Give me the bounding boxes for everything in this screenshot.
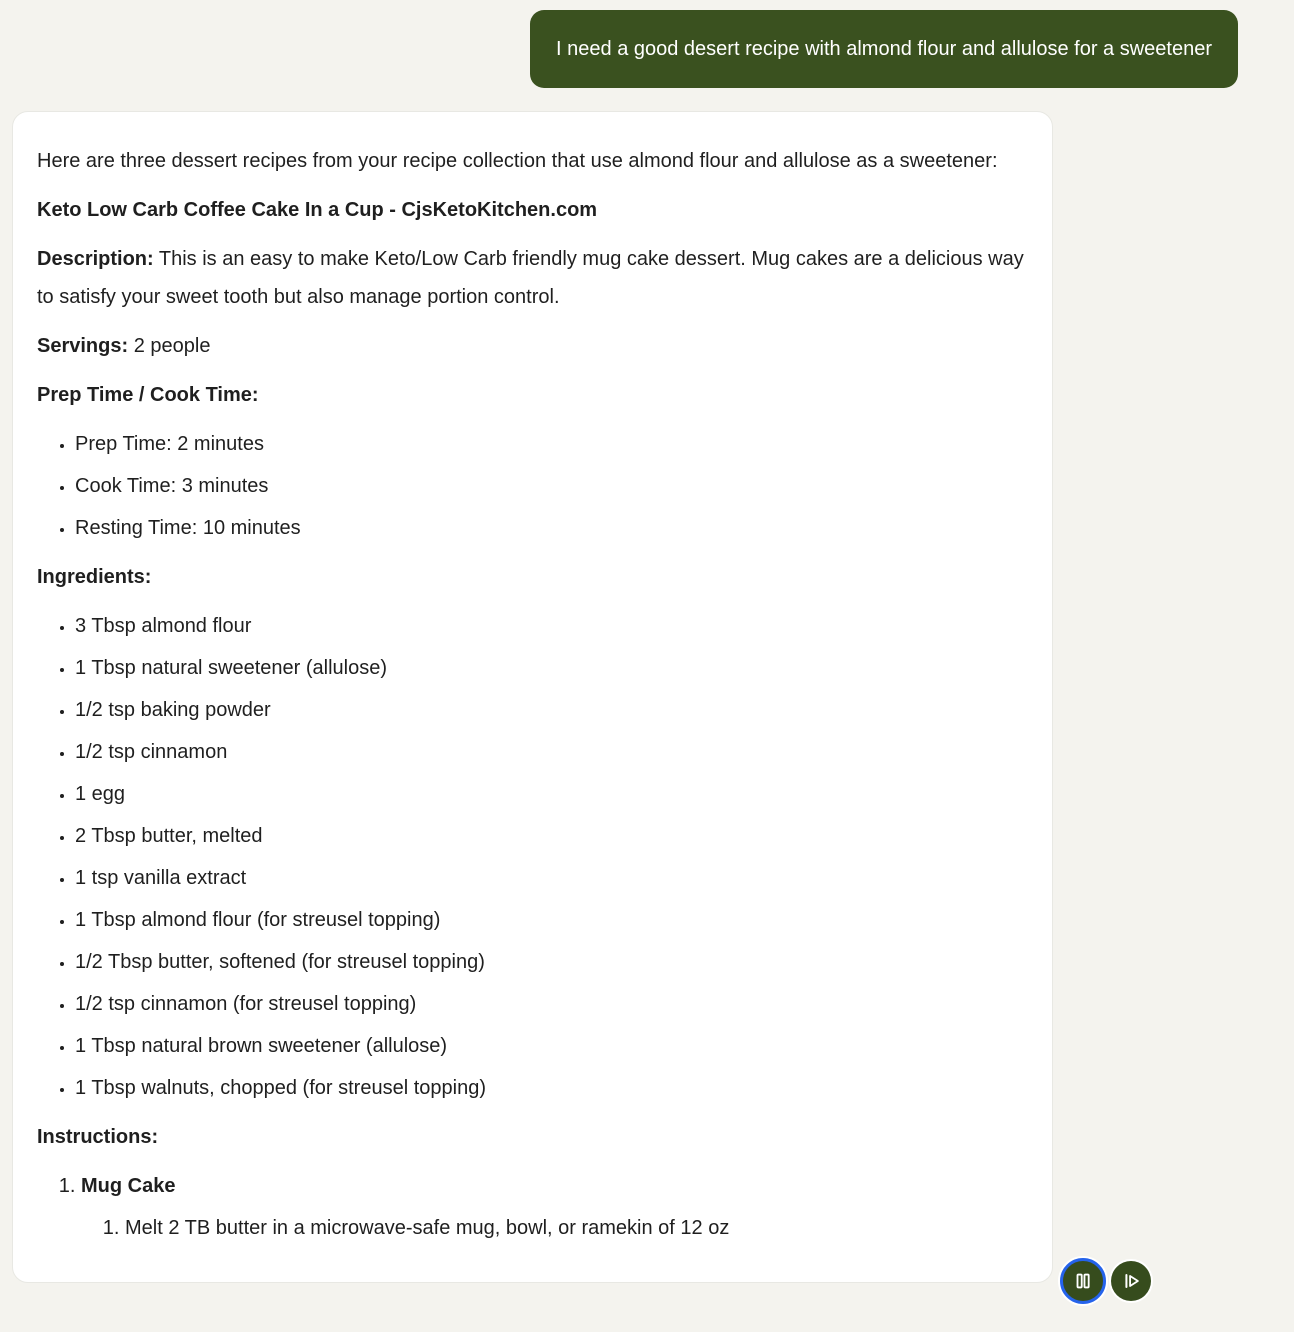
user-message-bubble: I need a good desert recipe with almond flour and allulose for a sweetener — [530, 10, 1238, 88]
step-forward-button[interactable] — [1111, 1261, 1151, 1301]
servings-label: Servings: — [37, 335, 129, 357]
time-item: • Cook Time: 3 minutes — [75, 467, 1028, 505]
times-heading: Prep Time / Cook Time: — [37, 384, 259, 406]
ingredient-item: • 1 Tbsp almond flour (for streusel topping) — [75, 901, 1028, 939]
assistant-intro-text: Here are three dessert recipes from your recipe collection that use almond flour and allulose as a sweetener: — [37, 150, 998, 172]
ingredient-item: • 1/2 Tbsp butter, softened (for streusel topping) — [75, 943, 1028, 981]
description-text: This is an easy to make Keto/Low Carb friendly mug cake dessert. Mug cakes are a delicious way to satisfy your sweet tooth but also manage portion control. — [37, 248, 1024, 308]
ingredient-item: • 1 Tbsp natural brown sweetener (allulose) — [75, 1027, 1028, 1065]
pause-icon — [1072, 1270, 1094, 1292]
ingredient-item: • 1 tsp vanilla extract — [75, 859, 1028, 897]
ingredient-item: • 1/2 tsp baking powder — [75, 691, 1028, 729]
instructions-heading: Instructions: — [37, 1126, 159, 1148]
playback-controls — [1060, 1258, 1151, 1304]
ingredient-item: • 2 Tbsp butter, melted — [75, 817, 1028, 855]
ingredient-item: • 3 Tbsp almond flour — [75, 607, 1028, 645]
ingredient-item: • 1/2 tsp cinnamon (for streusel topping) — [75, 985, 1028, 1023]
recipe-title-text: Keto Low Carb Coffee Cake In a Cup - CjsKetoKitchen.com — [37, 199, 598, 221]
time-item: • Resting Time: 10 minutes — [75, 509, 1028, 547]
assistant-message-card — [12, 111, 1053, 1283]
instruction-substep: 1. Melt 2 TB butter in a microwave-safe mug, bowl, or ramekin of 12 oz — [125, 1209, 1028, 1247]
recipe-description — [37, 240, 1028, 316]
times-list — [37, 425, 1028, 547]
servings-value: 2 people — [133, 335, 211, 357]
instruction-step — [81, 1167, 1028, 1247]
time-item: • Prep Time: 2 minutes — [75, 425, 1028, 463]
pause-button[interactable] — [1060, 1258, 1106, 1304]
user-message-row — [0, 0, 1294, 88]
recipe-servings — [37, 327, 1028, 365]
instructions-list — [37, 1167, 1028, 1247]
instruction-step-title: Mug Cake — [81, 1175, 176, 1197]
recipe-title — [37, 191, 1028, 229]
ingredient-item: • 1 egg — [75, 775, 1028, 813]
instruction-substeps — [81, 1209, 1028, 1247]
ingredients-heading: Ingredients: — [37, 566, 152, 588]
ingredient-item: • 1 Tbsp walnuts, chopped (for streusel topping) — [75, 1069, 1028, 1107]
ingredient-item: • 1 Tbsp natural sweetener (allulose) — [75, 649, 1028, 687]
description-label: Description: — [37, 248, 154, 270]
ingredient-item: • 1/2 tsp cinnamon — [75, 733, 1028, 771]
step-forward-icon — [1120, 1270, 1142, 1292]
ingredients-list — [37, 607, 1028, 1107]
